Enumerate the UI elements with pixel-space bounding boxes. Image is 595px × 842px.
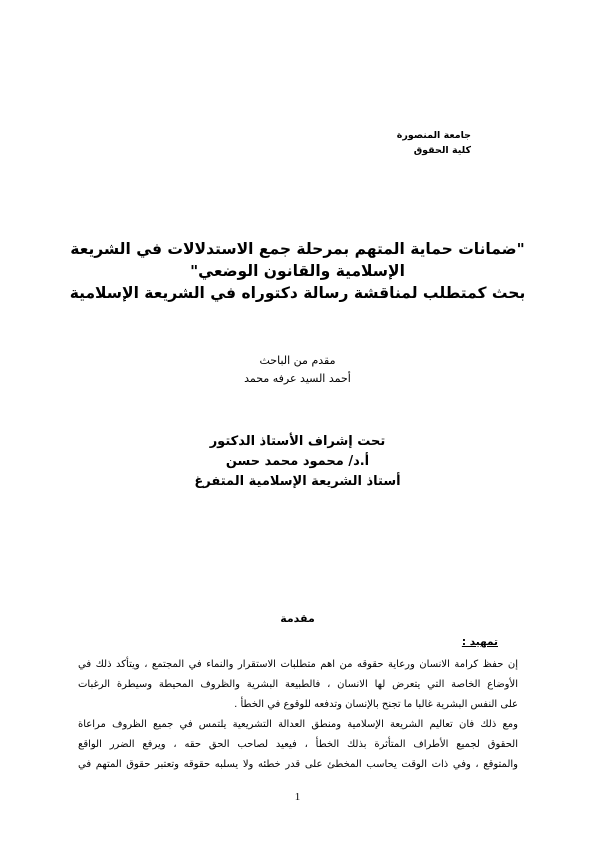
title-line-3: بحث كمتطلب لمناقشة رسالة دكتوراه في الشريعة الإسلامية [69,284,526,302]
body-line: الأوضاع الخاصة التي يتعرض لها الانسان ، فالطبيعة البشرية والظروف المحيطة وسيطرة الرغبات [78,679,518,690]
page-number: 1 [294,791,301,803]
supervision-block [60,432,535,492]
body-line: الحقوق لجميع الأطراف المتأثرة بذلك الخطأ ، فيعيد لصاحب الحق حقه ، ويرفع الضرر الواقع [78,739,518,750]
presenter-label: مقدم من الباحث [259,354,336,367]
institution-block [271,128,471,158]
body-line: إن حفظ كرامة الانسان ورعاية حقوقه من اهم متطلبات الاستقرار والنماء في المجتمع ، ويتأكد ذلك في [78,659,518,670]
university-name: جامعة المنصورة [396,130,471,141]
presenter-block [60,352,535,388]
supervision-line-1: تحت إشراف الأستاذ الدكتور [209,434,386,449]
body-line: والمتوقع ، وفي ذات الوقت يحاسب المخطئ على قدر خطئه ولا يسلبه حقوقه وتعتبر حقوق المتهم في [78,759,518,770]
thesis-title [60,238,535,304]
supervisor-title: أستاذ الشريعة الإسلامية المتفرغ [194,474,401,489]
supervisor-name: أ.د/ محمود محمد حسن [225,454,370,469]
faculty-name: كلية الحقوق [413,145,471,156]
title-line-2: الإسلامية والقانون الوضعي" [190,262,405,280]
body-text [78,655,518,775]
presenter-name: أحمد السيد عرفه محمد [244,372,351,385]
body-line: ومع ذلك فان تعاليم الشريعة الإسلامية ومنطق العدالة التشريعية يلتمس في جميع الظروف مراعاة [78,719,518,730]
body-line: على النفس البشرية غالبا ما تجنح بالإنسان وتدفعه للوقوع في الخطأ . [234,699,518,710]
title-line-1: "ضمانات حماية المتهم بمرحلة جمع الاستدلالات في الشريعة [70,240,525,258]
section-heading: مقدمة [280,612,315,625]
section-subheading: تمهيد : [461,636,498,648]
